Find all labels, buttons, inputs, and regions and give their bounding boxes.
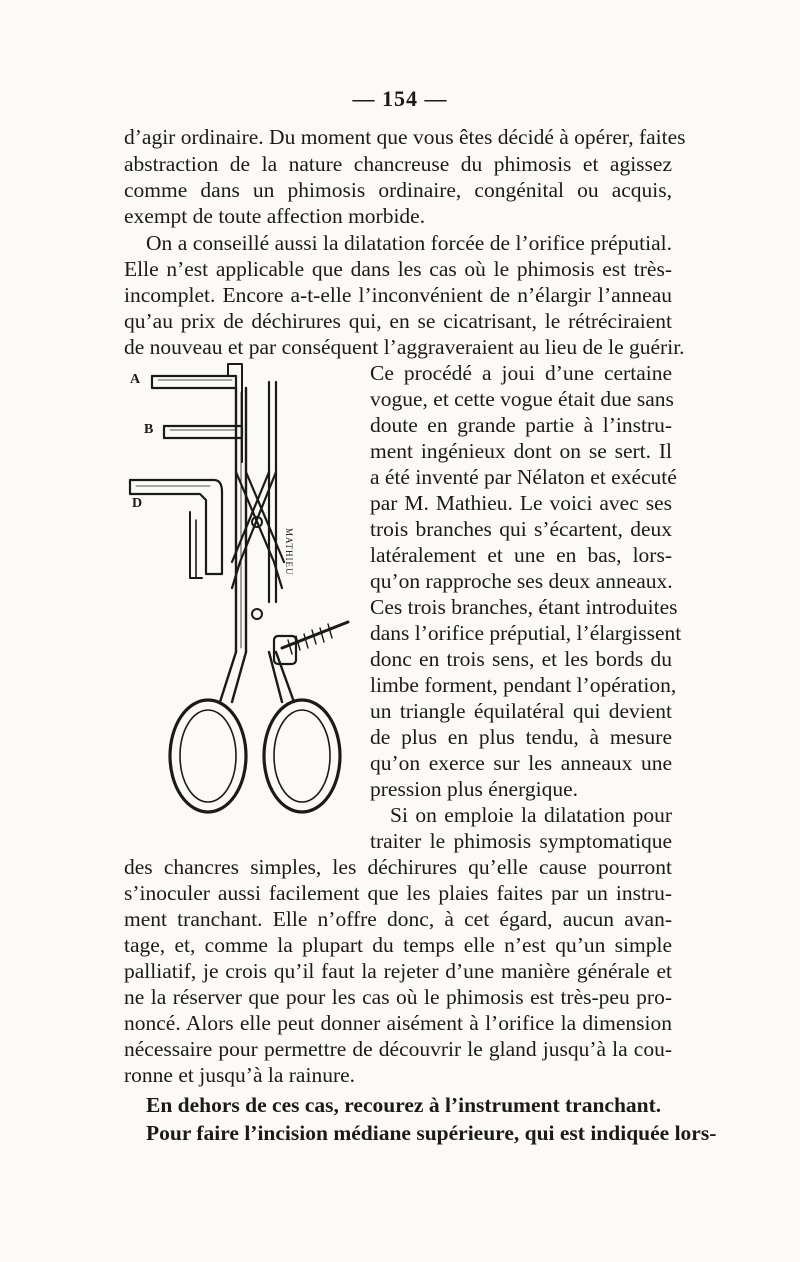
text-line: limbe forment, pendant l’opération, bbox=[370, 673, 677, 697]
text-line: pression plus énergique. bbox=[370, 777, 578, 801]
text-line: traiter le phimosis symptomatique bbox=[370, 829, 672, 853]
text-line: tage, et, comme la plupart du temps elle n’est qu’un simple bbox=[124, 933, 672, 957]
text-line: de nouveau et par conséquent l’aggraveraient au lieu de le guérir. bbox=[124, 335, 685, 359]
text-line: qu’on exerce sur les anneaux une bbox=[370, 751, 672, 775]
text-line: exempt de toute affection morbide. bbox=[124, 204, 426, 228]
text-line: par M. Mathieu. Le voici avec ses bbox=[370, 491, 672, 515]
text-line: des chancres simples, les déchirures qu’elle cause pourront bbox=[124, 855, 672, 879]
text-line: qu’au prix de déchirures qui, en se cicatrisant, le rétréciraient bbox=[124, 309, 672, 333]
text-line: un triangle équilatéral qui devient bbox=[370, 699, 672, 723]
text-line: doute en grande partie à l’instru- bbox=[370, 413, 672, 437]
text-line: ment ingénieux dont on se sert. Il bbox=[370, 439, 672, 463]
text-line: incomplet. Encore a-t-elle l’inconvénient de n’élargir l’anneau bbox=[124, 283, 672, 307]
text-line: vogue, et cette vogue était due sans bbox=[370, 387, 674, 411]
text-line: s’inoculer aussi facilement que les plaies faites par un instru- bbox=[124, 881, 672, 905]
text-line: Ces trois branches, étant introduites bbox=[370, 595, 678, 619]
maker-mark: MATHIEU bbox=[284, 528, 294, 576]
text-line: ne la réserver que pour les cas où le phimosis est très-peu pro- bbox=[124, 985, 672, 1009]
text-line: donc en trois sens, et les bords du bbox=[370, 647, 672, 671]
text-line: nécessaire pour permettre de découvrir le gland jusqu’à la cou- bbox=[124, 1037, 672, 1061]
text-line: Elle n’est applicable que dans les cas où le phimosis est très- bbox=[124, 257, 672, 281]
text-line: ment tranchant. Elle n’offre donc, à cet égard, aucun avan- bbox=[124, 907, 672, 931]
text-line: a été inventé par Nélaton et exécuté bbox=[370, 465, 677, 489]
text-line: Pour faire l’incision médiane supérieure, qui est indiquée lors- bbox=[146, 1121, 717, 1145]
dilator-instrument-figure bbox=[124, 352, 356, 814]
text-line: Si on emploie la dilatation pour bbox=[390, 803, 672, 827]
text-line: comme dans un phimosis ordinaire, congénital ou acquis, bbox=[124, 178, 672, 202]
text-line: ronne et jusqu’à la rainure. bbox=[124, 1063, 356, 1087]
text-line: trois branches qui s’écartent, deux bbox=[370, 517, 672, 541]
text-line: palliatif, je crois qu’il faut la rejeter d’une manière générale et bbox=[124, 959, 672, 983]
text-line: noncé. Alors elle peut donner aisément à l’orifice la dimension bbox=[124, 1011, 672, 1035]
text-line: latéralement et une en bas, lors- bbox=[370, 543, 672, 567]
text-line: de plus en plus tendu, à mesure bbox=[370, 725, 672, 749]
dilator-instrument-illustration bbox=[124, 352, 356, 814]
text-line: qu’on rapproche ses deux anneaux. bbox=[370, 569, 673, 593]
text-line: dans l’orifice préputial, l’élargissent bbox=[370, 621, 682, 645]
text-line: En dehors de ces cas, recourez à l’instrument tranchant. bbox=[146, 1093, 662, 1117]
figure-label-b: B bbox=[144, 422, 154, 437]
text-line: d’agir ordinaire. Du moment que vous êtes décidé à opérer, faites bbox=[124, 125, 686, 149]
text-line: abstraction de la nature chancreuse du phimosis et agissez bbox=[124, 152, 672, 176]
text-line: Ce procédé a joui d’une certaine bbox=[370, 361, 672, 385]
figure-label-a: A bbox=[130, 372, 141, 387]
text-line: On a conseillé aussi la dilatation forcée de l’orifice préputial. bbox=[146, 231, 672, 255]
page-number: — 154 — bbox=[352, 86, 448, 111]
figure-label-d: D bbox=[132, 496, 143, 511]
